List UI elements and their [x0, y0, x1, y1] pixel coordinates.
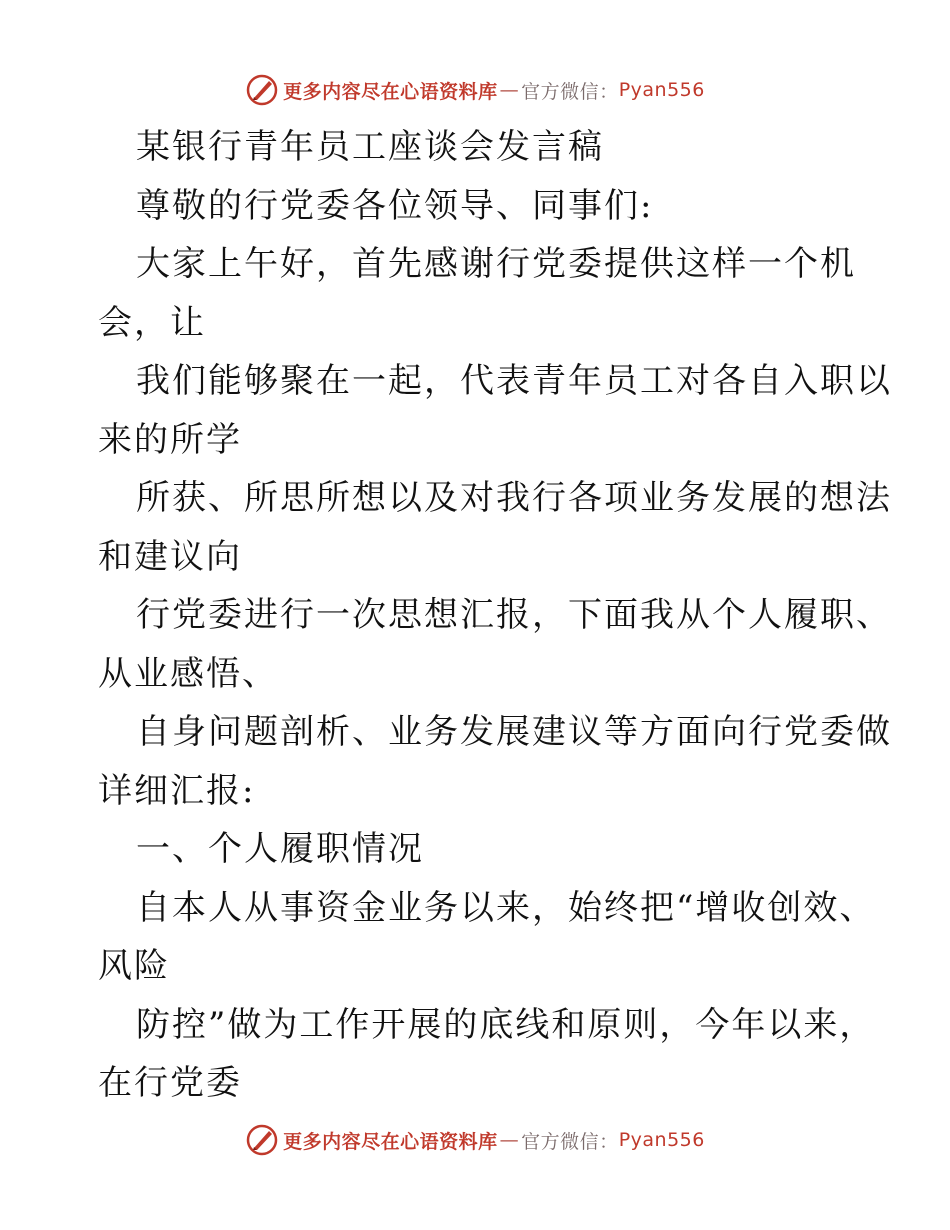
paragraph-line: 自身问题剖析、业务发展建议等方面向行党委做: [136, 712, 892, 752]
paragraph-line: 会，让: [98, 302, 206, 343]
banner-wechat-id: Pyan556: [618, 79, 705, 101]
paragraph-line: 防控”做为工作开展的底线和原则，今年以来，: [136, 1004, 876, 1045]
paragraph-line: 行党委进行一次思想汇报，下面我从个人履职、: [136, 595, 892, 635]
banner-library-text: 更多内容尽在心语资料库: [283, 80, 498, 103]
banner-separator: —: [499, 79, 520, 101]
banner-official-label: 官方微信：: [521, 80, 619, 103]
banner-library-text: 更多内容尽在心语资料库: [283, 1130, 498, 1153]
salutation-line: 尊敬的行党委各位领导、同事们:: [136, 185, 654, 226]
document-title: 某银行青年员工座谈会发言稿: [136, 127, 604, 167]
banner-official-label: 官方微信：: [521, 1130, 619, 1153]
paragraph-line: 详细汇报:: [98, 770, 256, 811]
paragraph-line: 所获、所思所想以及对我行各项业务发展的想法: [136, 478, 892, 518]
paragraph-line: 自本人从事资金业务以来，始终把“增收创效、: [136, 887, 876, 928]
paragraph-line: 来的所学: [98, 419, 242, 460]
quill-pen-logo-icon: [245, 73, 279, 107]
paragraph-line: 和建议向: [98, 536, 242, 577]
quill-pen-logo-icon: [245, 1123, 279, 1157]
paragraph-line: 在行党委: [98, 1063, 242, 1103]
header-banner: [0, 70, 950, 110]
paragraph-line: 风险: [98, 946, 170, 986]
section-heading: 一、个人履职情况: [136, 829, 424, 869]
footer-banner: [0, 1120, 950, 1160]
paragraph-line: 从业感悟、: [98, 653, 278, 694]
paragraph-line: 大家上午好，首先感谢行党委提供这样一个机: [136, 244, 856, 284]
banner-wechat-id: Pyan556: [618, 1129, 705, 1151]
paragraph-line: 我们能够聚在一起，代表青年员工对各自入职以: [136, 361, 892, 401]
banner-separator: —: [499, 1129, 520, 1151]
document-body: [98, 118, 898, 1113]
